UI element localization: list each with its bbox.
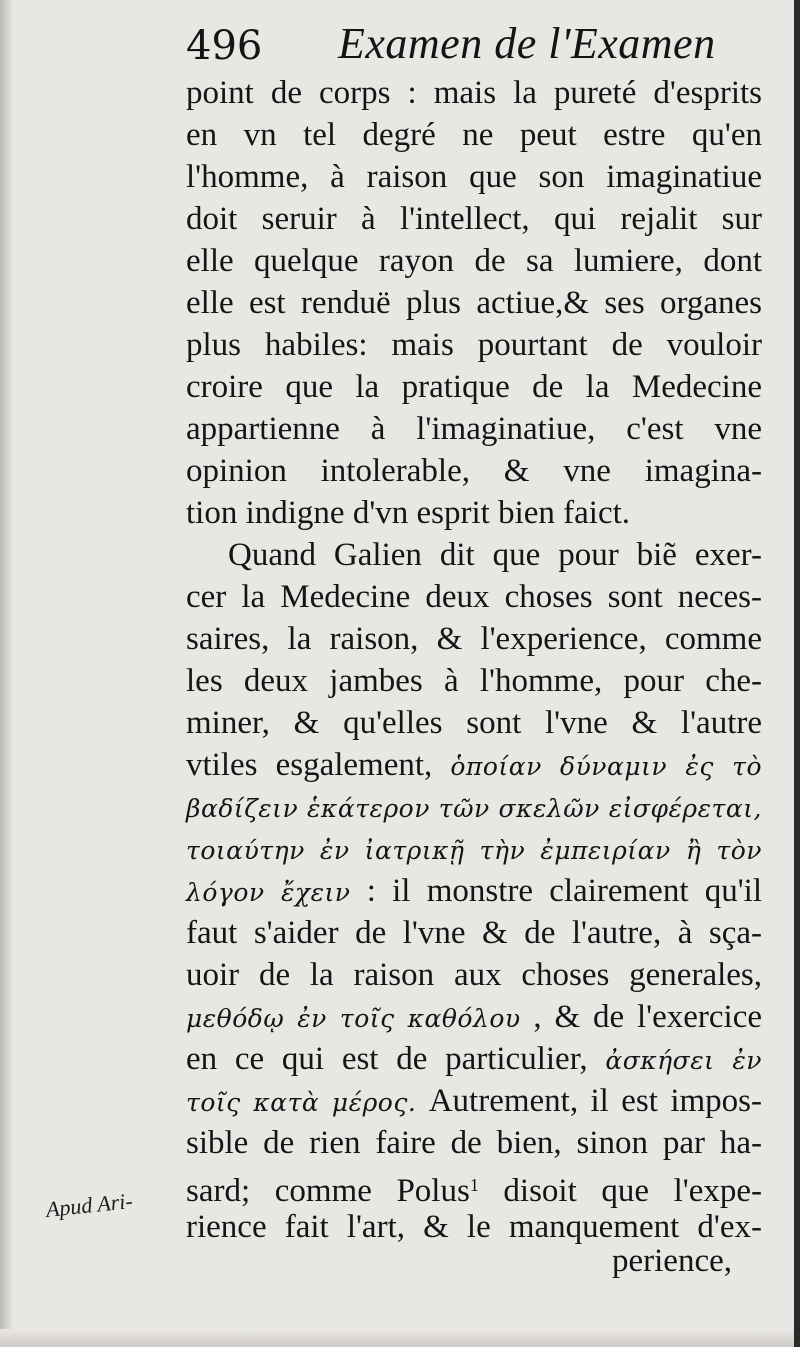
text-line	[186, 744, 762, 786]
greek-quote: λόγον ἔχειν	[186, 878, 351, 907]
greek-quote: βαδίζειν ἑκάτερον τῶν σκελῶν εἰσφέρεται,	[186, 794, 762, 823]
greek-quote: τοιαύτην ἐν ἰατρικῇ τὴν ἐμπειρίαν ἢ τὸν	[186, 836, 762, 865]
text-line	[186, 1164, 762, 1209]
page-right-edge	[794, 0, 800, 1347]
text-line: Quand Galien dit que pour biẽ exer-	[228, 537, 762, 573]
text-line: miner, & qu'elles sont l'vne & l'autre	[186, 705, 762, 741]
greek-quote: μεθόδῳ ἐν τοῖς καθόλου	[186, 1004, 521, 1033]
text-line: faut s'aider de l'vne & de l'autre, à sça-	[186, 915, 762, 951]
text-line	[186, 1038, 762, 1080]
text-line: rience fait l'art, & le manquement d'ex-	[186, 1209, 762, 1245]
body-text	[186, 72, 762, 1248]
text-line: uoir de la raison aux choses generales,	[186, 957, 762, 993]
latin-text: : il monstre clairement qu'il	[366, 873, 763, 909]
greek-quote: ἀσκήσει ἐν	[605, 1046, 762, 1075]
text-line: tion indigne d'vn esprit bien faict.	[186, 495, 631, 531]
latin-text: disoit que l'expe-	[503, 1173, 762, 1209]
text-line: en vn tel degré ne peut estre qu'en	[186, 117, 762, 153]
text-line: elle quelque rayon de sa lumiere, dont	[186, 243, 762, 279]
latin-text: , & de l'exercice	[533, 999, 762, 1035]
greek-quote: τοῖς κατὰ μέρος.	[186, 1088, 417, 1117]
text-line: l'homme, à raison que son imaginatiue	[186, 159, 762, 195]
text-line: appartienne à l'imaginatiue, c'est vne	[186, 411, 762, 447]
text-line: elle est renduë plus actiue,& ses organes	[186, 285, 762, 321]
text-line	[186, 996, 762, 1038]
text-line: croire que la pratique de la Medecine	[186, 369, 762, 405]
greek-quote: ὁποίαν δύναμιν ἐς τὸ	[450, 752, 762, 781]
page-bottom-shadow	[0, 1329, 800, 1347]
latin-text: Autrement, il est impos-	[428, 1083, 762, 1119]
text-line: point de corps : mais la pureté d'esprits	[186, 75, 762, 111]
footnote-marker: 1	[469, 1175, 479, 1195]
text-line	[186, 870, 762, 912]
text-line	[186, 1080, 762, 1122]
text-line: plus habiles: mais pourtant de vouloir	[186, 327, 762, 363]
running-head: Examen de l'Examen	[338, 19, 716, 68]
text-line: saires, la raison, & l'experience, comme	[186, 621, 762, 657]
page-number: 496	[186, 23, 263, 69]
latin-text: en ce qui est de particulier,	[186, 1041, 588, 1077]
page-header	[186, 18, 776, 74]
text-line: les deux jambes à l'homme, pour che-	[186, 663, 762, 699]
latin-text: sard; comme Polus	[186, 1173, 470, 1209]
catchword: perience,	[612, 1243, 732, 1279]
text-line: opinion intolerable, & vne imagina-	[186, 453, 762, 489]
margin-note: Apud Ari-	[44, 1187, 134, 1222]
text-line: sible de rien faire de bien, sinon par ha-	[186, 1125, 762, 1161]
page-gutter-shadow	[0, 0, 14, 1347]
latin-text: vtiles esgalement,	[186, 747, 433, 783]
text-line	[186, 828, 762, 870]
text-line	[186, 786, 762, 828]
text-line: doit seruir à l'intellect, qui rejalit sur	[186, 201, 762, 237]
text-line: cer la Medecine deux choses sont neces-	[186, 579, 762, 615]
